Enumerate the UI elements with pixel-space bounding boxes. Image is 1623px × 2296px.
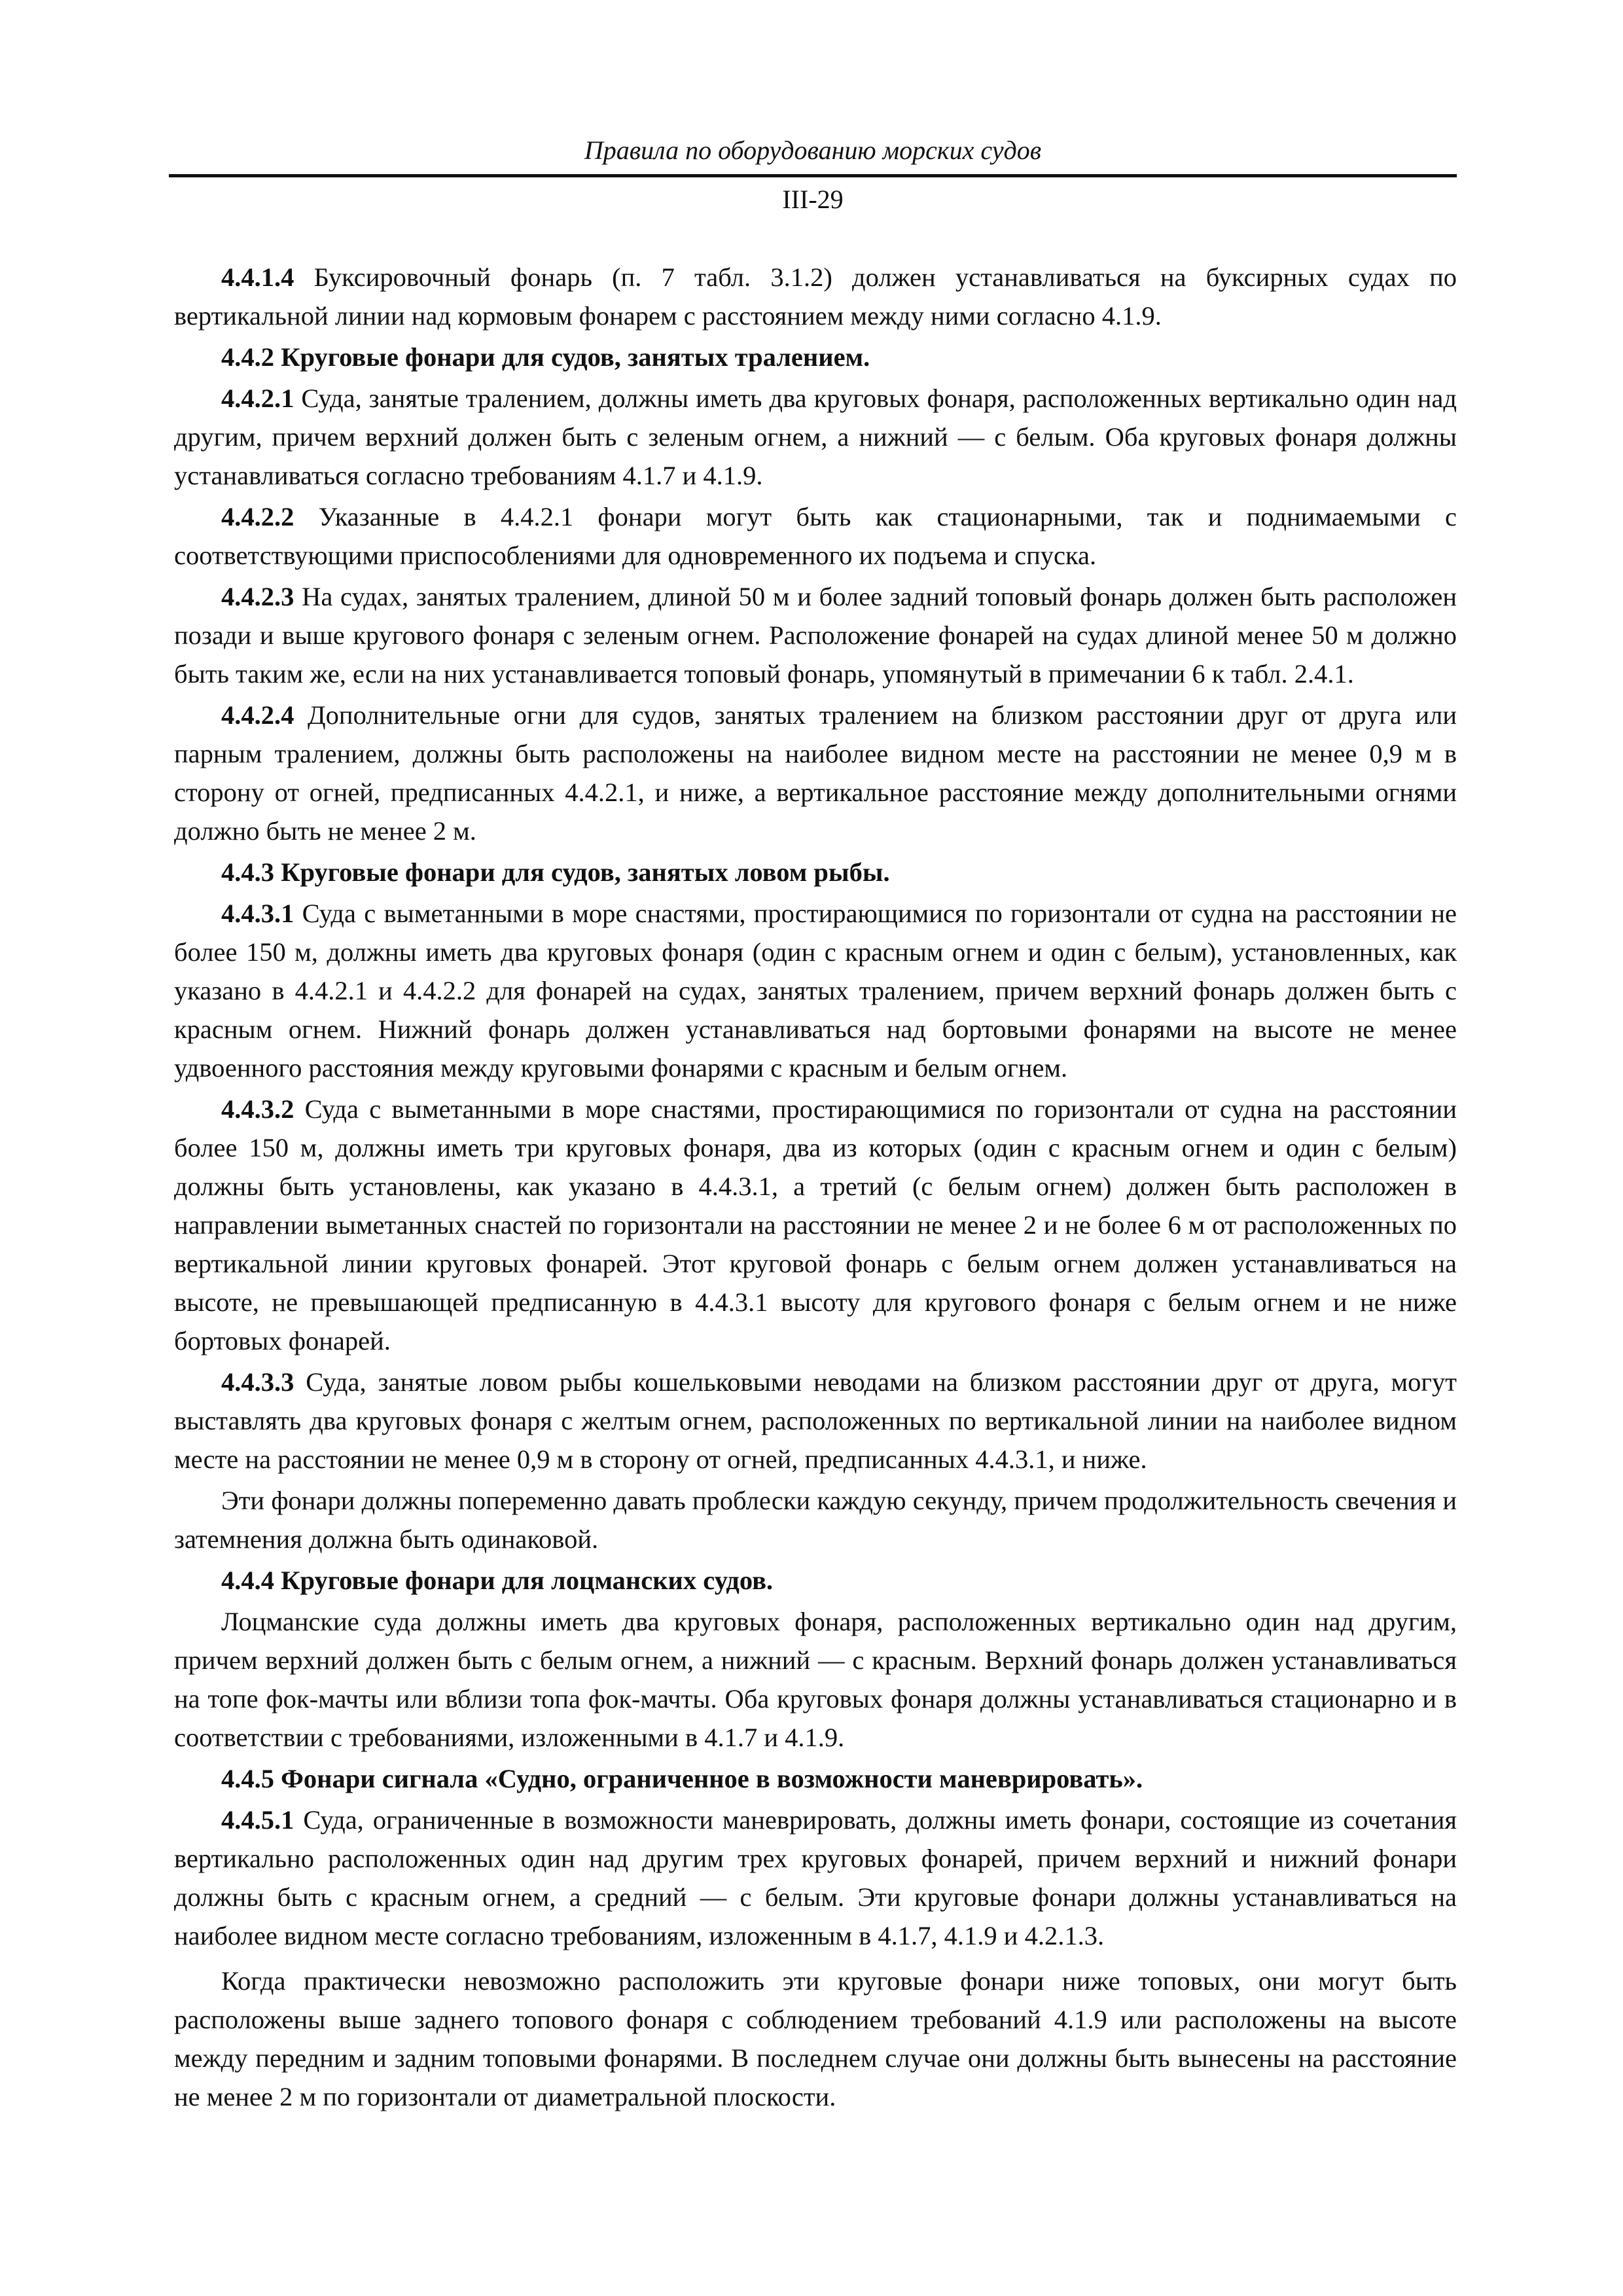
paragraph-text: Дополнительные огни для судов, занятых тралением на близком расстоянии друг от друга или парным тралением, должны быть расположены на наиболее видном месте на расстоянии не менее 0,9 м в сторону от огней, предписанных 4.4.2.1, и ниже, а вертикальное расстояние между дополнительными огнями должно быть не менее 2 м.	[174, 700, 1457, 846]
paragraph-number: 4.4.2.1	[221, 384, 294, 413]
paragraph-number: 4.4.3.2	[221, 1094, 294, 1124]
paragraph-pilot-vessels: Лоцманские суда должны иметь два круговых фонаря, расположенных вертикально один над другим, причем верхний должен быть с белым огнем, а нижний — с красным. Верхний фонарь должен устанавливаться на топе фок-мачты или вблизи топа фок-мачты. Оба круговых фонаря должны устанавливаться стационарно и в соответствии с требованиями, изложенными в 4.1.7 и 4.1.9.	[174, 1607, 1457, 1752]
paragraph-text: Суда с выметанными в море снастями, простирающимися по горизонтали от судна на расстоянии более 150 м, должны иметь три круговых фонаря, два из которых (один с красным огнем и один с белым) должны быть установлены, как указано в 4.4.3.1, а третий (с белым огнем) должен быть расположен в направлении выметанных снастей по горизонтали на расстоянии не менее 2 и не более 6 м от расположенных по вертикальной линии круговых фонарей. Этот круговой фонарь с белым огнем должен устанавливаться на высоте, не превышающей предписанную в 4.4.3.1 высоту для кругового фонаря с белым огнем и не ниже бортовых фонарей.	[174, 1094, 1457, 1355]
running-title: Правила по оборудованию морских судов	[584, 135, 1042, 165]
header-rule	[169, 174, 1457, 177]
paragraph-text: Суда, ограниченные в возможности маневрировать, должны иметь фонари, состоящие из сочетания вертикально расположенных один над другим трех круговых фонарей, причем верхний и нижний фонари должны быть с красным огнем, а средний — с белым. Эти круговые фонари должны устанавливаться на наиболее видном месте согласно требованиям, изложенным в 4.1.7, 4.1.9 и 4.2.1.3.	[174, 1805, 1457, 1950]
paragraph-4-4-3-3	[174, 1363, 1457, 1479]
page-number: III-29	[782, 185, 844, 214]
section-heading-4-4-2: 4.4.2 Круговые фонари для судов, занятых тралением.	[221, 342, 870, 372]
paragraph-number: 4.4.1.4	[221, 262, 294, 292]
section-heading-4-4-3: 4.4.3 Круговые фонари для судов, занятых ловом рыбы.	[221, 857, 890, 887]
section-heading-4-4-5: 4.4.5 Фонари сигнала «Судно, ограниченное в возможности маневрировать».	[221, 1764, 1143, 1793]
paragraph-flashing-note: Эти фонари должны попеременно давать проблески каждую секунду, причем продолжительность свечения и затемнения должна быть одинаковой.	[174, 1486, 1457, 1554]
section-heading-4-4-4: 4.4.4 Круговые фонари для лоцманских судов.	[221, 1566, 774, 1595]
paragraph-4-4-1-4	[174, 258, 1457, 335]
paragraph-text: На судах, занятых тралением, длиной 50 м и более задний топовый фонарь должен быть расположен позади и выше кругового фонаря с зеленым огнем. Расположение фонарей на судах длиной менее 50 м должно быть таким же, если на них устанавливается топовый фонарь, упомянутый в примечании 6 к табл. 2.4.1.	[174, 582, 1457, 689]
paragraph-text: Суда, занятые тралением, должны иметь два круговых фонаря, расположенных вертикально один над другим, причем верхний должен быть с зеленым огнем, а нижний — с белым. Оба круговых фонаря должны устанавливаться согласно требованиям 4.1.7 и 4.1.9.	[174, 384, 1457, 490]
paragraph-4-4-3-1	[174, 894, 1457, 1087]
paragraph-number: 4.4.2.2	[221, 502, 294, 531]
paragraph-number: 4.4.3.1	[221, 899, 294, 928]
paragraph-4-4-2-2	[174, 497, 1457, 575]
paragraph-number: 4.4.2.4	[221, 700, 294, 730]
document-body	[174, 258, 1457, 2119]
paragraph-text: Суда с выметанными в море снастями, простирающимися по горизонтали от судна на расстоянии не более 150 м, должны иметь два круговых фонаря (один с красным огнем и один с белым), установленных, как указано в 4.4.2.1 и 4.4.2.2 для фонарей на судах, занятых тралением, причем верхний фонарь должен быть с красным огнем. Нижний фонарь должен устанавливаться над бортовыми фонарями на высоте не менее удвоенного расстояния между круговыми фонарями с красным и белым огнем.	[174, 899, 1457, 1083]
paragraph-4-4-2-3	[174, 577, 1457, 693]
paragraph-number: 4.4.2.3	[221, 582, 294, 611]
paragraph-4-4-5-1	[174, 1801, 1457, 1955]
paragraph-4-4-2-1	[174, 379, 1457, 495]
paragraph-4-4-3-2	[174, 1090, 1457, 1360]
paragraph-text: Буксировочный фонарь (п. 7 табл. 3.1.2) должен устанавливаться на буксирных судах по вертикальной линии над кормовым фонарем с расстоянием между ними согласно 4.1.9.	[174, 262, 1457, 331]
paragraph-number: 4.4.3.3	[221, 1367, 294, 1397]
paragraph-placement-note: Когда практически невозможно расположить эти круговые фонари ниже топовых, они могут быть расположены выше заднего топового фонаря с соблюдением требований 4.1.9 или расположены на высоте между передним и задним топовыми фонарями. В последнем случае они должны быть вынесены на расстояние не менее 2 м по горизонтали от диаметральной плоскости.	[174, 1966, 1457, 2111]
paragraph-text: Суда, занятые ловом рыбы кошельковыми неводами на близком расстоянии друг от друга, могут выставлять два круговых фонаря с желтым огнем, расположенных по вертикальной линии на наиболее видном месте на расстоянии не менее 0,9 м в сторону от огней, предписанных 4.4.3.1, и ниже.	[174, 1367, 1457, 1474]
paragraph-4-4-2-4	[174, 696, 1457, 850]
paragraph-number: 4.4.5.1	[221, 1805, 294, 1835]
paragraph-text: Указанные в 4.4.2.1 фонари могут быть как стационарными, так и поднимаемыми с соответствующими приспособлениями для одновременного их подъема и спуска.	[174, 502, 1457, 570]
